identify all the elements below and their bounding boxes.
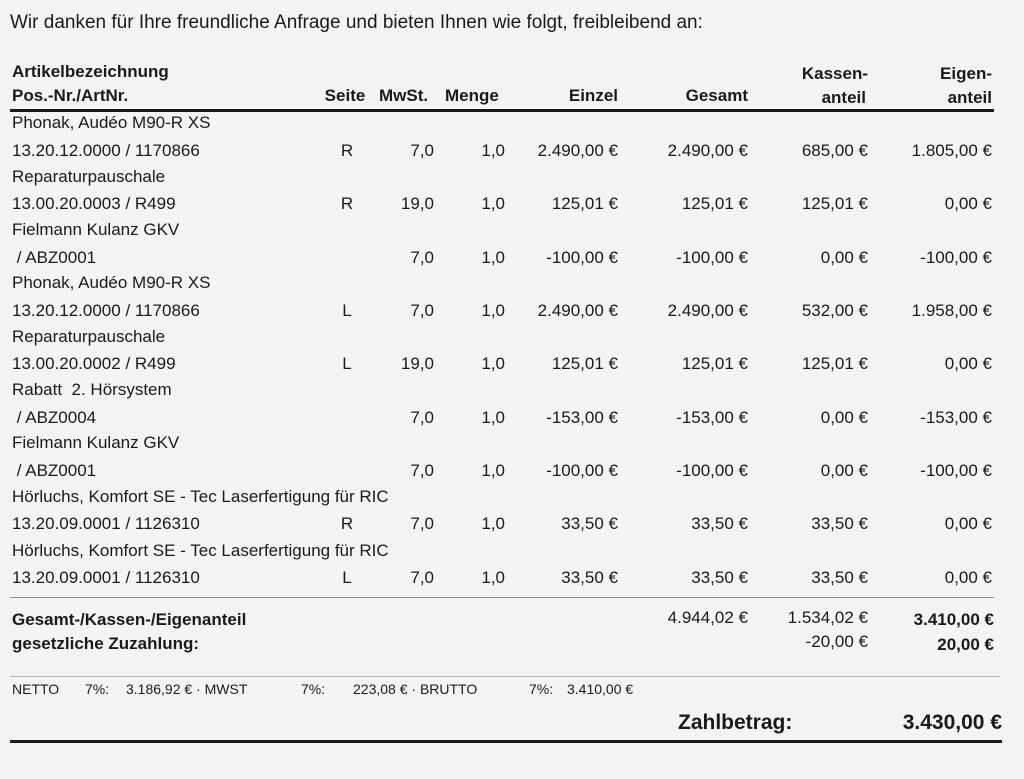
item-kasse: 0,00 €: [820, 408, 868, 427]
item-eigen: -153,00 €: [920, 408, 992, 427]
item-einzel: 33,50 €: [561, 568, 618, 587]
item-eigen: 0,00 €: [944, 568, 992, 587]
item-name: Hörluchs, Komfort SE - Tec Laserfertigung für RIC: [12, 541, 389, 560]
header-mwst: MwSt.: [379, 86, 429, 105]
item-gesamt: -153,00 €: [676, 408, 748, 427]
item-kasse: 125,01 €: [801, 194, 868, 213]
intro-text: Wir danken für Ihre freundliche Anfrage und bieten Ihnen wie folgt, freibleibend an:: [10, 12, 703, 33]
totals-eigen: 3.410,00 €: [913, 610, 994, 629]
header-kassen-2: anteil: [821, 88, 866, 107]
item-kasse: 0,00 €: [820, 248, 868, 267]
item-eigen: -100,00 €: [920, 248, 992, 267]
item-kasse: 532,00 €: [801, 301, 868, 320]
item-menge: 1,0: [481, 354, 505, 373]
item-menge: 1,0: [481, 248, 505, 267]
totals-gesamt: 4.944,02 €: [667, 608, 748, 627]
item-menge: 1,0: [481, 568, 505, 587]
header-kassen-1: Kassen-: [801, 64, 868, 83]
item-einzel: 2.490,00 €: [537, 301, 618, 320]
item-eigen: 0,00 €: [944, 354, 992, 373]
item-menge: 1,0: [481, 194, 505, 213]
brutto-percent: 7%:: [529, 681, 554, 697]
item-mwst: 19,0: [400, 354, 434, 373]
header-rule: [10, 109, 994, 112]
item-menge: 1,0: [481, 408, 505, 427]
item-pos: / ABZ0001: [12, 461, 97, 480]
header-menge: Menge: [445, 86, 499, 105]
item-name: Phonak, Audéo M90-R XS: [12, 113, 211, 132]
item-gesamt: 2.490,00 €: [667, 141, 748, 160]
item-mwst: 7,0: [410, 248, 434, 267]
header-eigen-2: anteil: [947, 88, 992, 107]
header-seite: Seite: [324, 86, 366, 105]
item-pos: 13.00.20.0002 / R499: [12, 354, 176, 373]
item-pos: 13.20.12.0000 / 1170866: [12, 301, 200, 320]
zahlbetrag-value: 3.430,00 €: [902, 711, 1002, 734]
item-einzel: -100,00 €: [546, 248, 618, 267]
item-einzel: 125,01 €: [551, 354, 618, 373]
item-seite: R: [340, 141, 354, 160]
item-einzel: -100,00 €: [546, 461, 618, 480]
item-name: Reparaturpauschale: [12, 327, 166, 346]
zuzahlung-eigen: 20,00 €: [937, 635, 994, 654]
header-pos: Pos.-Nr./ArtNr.: [12, 86, 129, 105]
item-gesamt: 125,01 €: [681, 194, 748, 213]
zahlbetrag-label: Zahlbetrag:: [678, 711, 793, 734]
zuzahlung-label: gesetzliche Zuzahlung:: [12, 634, 200, 653]
item-mwst: 7,0: [410, 141, 434, 160]
item-seite: R: [340, 514, 354, 533]
item-name: Rabatt 2. Hörsystem: [12, 380, 172, 399]
item-eigen: 0,00 €: [944, 514, 992, 533]
item-name: Phonak, Audéo M90-R XS: [12, 273, 211, 292]
item-einzel: 125,01 €: [551, 194, 618, 213]
item-name: Hörluchs, Komfort SE - Tec Laserfertigung für RIC: [12, 487, 389, 506]
item-eigen: -100,00 €: [920, 461, 992, 480]
item-name: Fielmann Kulanz GKV: [12, 220, 180, 239]
item-menge: 1,0: [481, 461, 505, 480]
mwst-value: 223,08 € · BRUTTO: [353, 681, 478, 697]
netto-value: 3.186,92 € · MWST: [126, 681, 248, 697]
item-kasse: 685,00 €: [801, 141, 868, 160]
item-pos: / ABZ0001: [12, 248, 97, 267]
item-menge: 1,0: [481, 514, 505, 533]
item-eigen: 1.805,00 €: [911, 141, 992, 160]
totals-rule: [10, 597, 994, 598]
item-gesamt: -100,00 €: [676, 461, 748, 480]
item-seite: L: [342, 354, 352, 373]
item-kasse: 33,50 €: [811, 568, 868, 587]
item-menge: 1,0: [481, 141, 505, 160]
item-kasse: 33,50 €: [811, 514, 868, 533]
netto-label: NETTO: [12, 681, 60, 697]
item-seite: L: [342, 568, 352, 587]
item-mwst: 7,0: [410, 514, 434, 533]
item-mwst: 19,0: [400, 194, 434, 213]
zuzahlung-kasse: -20,00 €: [805, 632, 868, 651]
item-einzel: 2.490,00 €: [537, 141, 618, 160]
item-kasse: 125,01 €: [801, 354, 868, 373]
item-einzel: -153,00 €: [546, 408, 618, 427]
netto-percent: 7%:: [85, 681, 110, 697]
item-gesamt: -100,00 €: [676, 248, 748, 267]
item-pos: 13.20.09.0001 / 1126310: [12, 514, 200, 533]
header-eigen-1: Eigen-: [940, 64, 992, 83]
bottom-rule: [10, 740, 1002, 743]
totals-label: Gesamt-/Kassen-/Eigenanteil: [12, 610, 247, 629]
item-name: Fielmann Kulanz GKV: [12, 433, 180, 452]
item-gesamt: 2.490,00 €: [667, 301, 748, 320]
item-pos: 13.20.09.0001 / 1126310: [12, 568, 200, 587]
header-artikel: Artikelbezeichnung: [12, 62, 169, 81]
header-gesamt: Gesamt: [685, 86, 748, 105]
item-gesamt: 33,50 €: [691, 568, 748, 587]
item-gesamt: 125,01 €: [681, 354, 748, 373]
mwst-percent: 7%:: [301, 681, 326, 697]
header-einzel: Einzel: [568, 86, 618, 105]
item-seite: L: [342, 301, 352, 320]
item-pos: / ABZ0004: [12, 408, 97, 427]
item-menge: 1,0: [481, 301, 505, 320]
item-pos: 13.20.12.0000 / 1170866: [12, 141, 200, 160]
item-mwst: 7,0: [410, 408, 434, 427]
item-mwst: 7,0: [410, 301, 434, 320]
item-pos: 13.00.20.0003 / R499: [12, 194, 176, 213]
item-mwst: 7,0: [410, 461, 434, 480]
netto-rule: [10, 676, 1000, 677]
item-seite: R: [340, 194, 354, 213]
item-gesamt: 33,50 €: [691, 514, 748, 533]
item-eigen: 1.958,00 €: [911, 301, 992, 320]
totals-kasse: 1.534,02 €: [787, 608, 868, 627]
item-eigen: 0,00 €: [944, 194, 992, 213]
item-einzel: 33,50 €: [561, 514, 618, 533]
brutto-value: 3.410,00 €: [567, 681, 634, 697]
item-name: Reparaturpauschale: [12, 167, 166, 186]
item-mwst: 7,0: [410, 568, 434, 587]
item-kasse: 0,00 €: [820, 461, 868, 480]
